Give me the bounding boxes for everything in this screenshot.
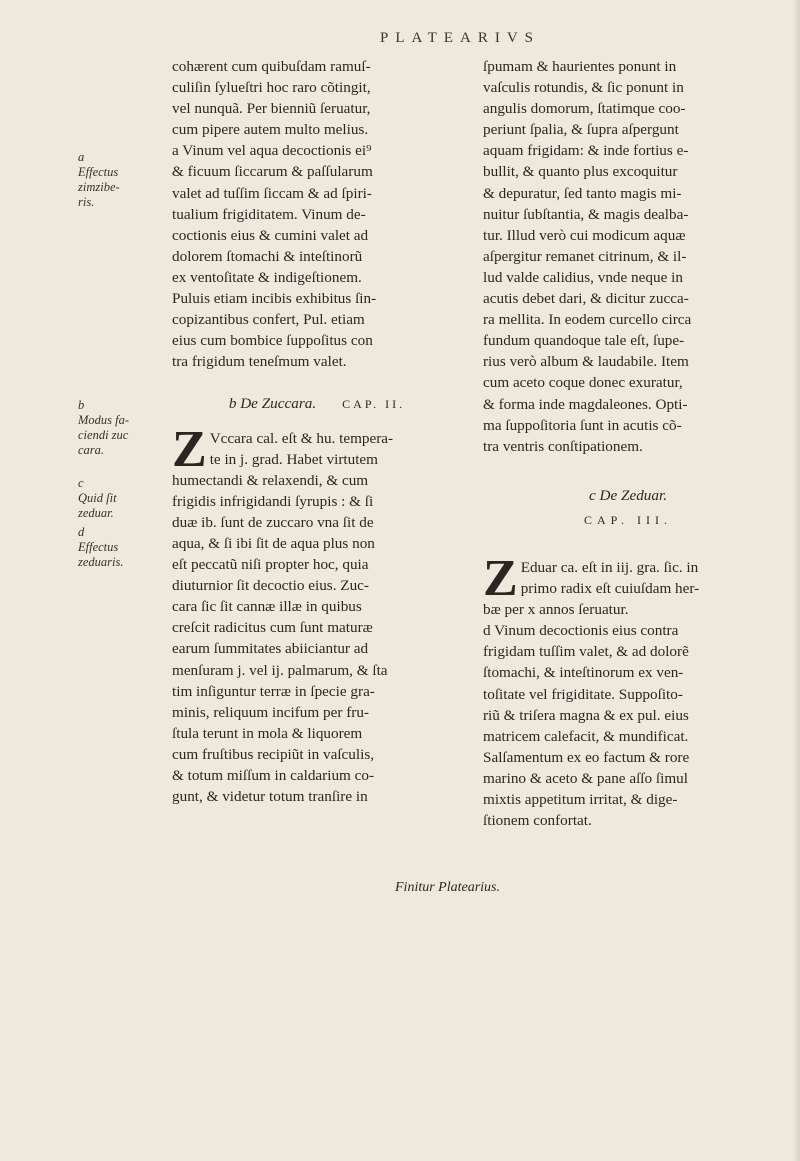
text-line: tra ventris conſtipationem. <box>483 437 643 455</box>
text-line: ſtula terunt in mola & liquorem <box>172 724 363 742</box>
text-line: & totum miſſum in caldarium co- <box>172 767 375 784</box>
text-line: eſt peccatũ niſi propter hoc, quia <box>172 556 369 574</box>
text-line: minis, reliquum incifum per fru- <box>172 703 369 721</box>
text-line: tim inſiguntur terræ in ſpecie gra- <box>172 682 375 700</box>
text-line: aquam frigidam: & inde fortius e- <box>483 142 689 160</box>
margin-note-line: zeduar. <box>78 506 114 520</box>
text-line: ſtomachi, & inteſtinorum ex ven- <box>483 664 684 682</box>
margin-note-b <box>78 398 168 458</box>
text-line: menſuram j. vel ij. palmarum, & ſta <box>172 661 388 679</box>
margin-note-a <box>78 150 168 210</box>
text-line: aſpergitur remanet citrinum, & il- <box>483 247 687 265</box>
text-line: riũ & triſera magna & ex pul. eius <box>483 706 689 724</box>
text-line: & forma inde magdaleones. Opti- <box>483 395 688 413</box>
text-line: ſpumam & haurientes ponunt in <box>483 58 677 75</box>
page-edge <box>792 0 800 1161</box>
section-heading-zuccara <box>172 393 462 415</box>
zeduar-paragraph <box>483 549 773 831</box>
text-line: earum ſummitates abiiciantur ad <box>172 640 369 658</box>
text-line: Puluis etiam incibis exhibitus ſin- <box>172 290 377 308</box>
text-line: marino & aceto & pane aſſo ſimul <box>483 769 688 787</box>
text-line: tur. Illud verò cui modicum aquæ <box>483 226 686 244</box>
chapter-number: CAP. III. <box>583 512 672 527</box>
text-line: fundum quandoque tale eſt, ſupe- <box>483 332 685 350</box>
text-line: rius verò album & laudabile. Item <box>483 353 689 371</box>
section-title: b De Zuccara. <box>228 395 317 413</box>
text-line: eius cum bombice ſuppoſitus con <box>172 332 373 350</box>
drop-cap-initial: Z <box>172 420 207 478</box>
text-line: & depuratur, ſed tanto magis mi- <box>483 184 682 202</box>
text-line: aqua, & ſi ibi ſit de aqua plus non <box>172 534 375 552</box>
text-line: ſtionem confortat. <box>483 812 592 830</box>
text-line: toſitate vel frigiditate. Suppoſito- <box>483 685 683 703</box>
text-line: vaſculis rotundis, & ſic ponunt in <box>483 79 684 97</box>
drop-cap-initial: Z <box>483 549 518 607</box>
text-line: humectandi & relaxendi, & cum <box>172 471 369 489</box>
margin-mark: a <box>78 150 85 164</box>
margin-note-line: zimzibe- <box>78 180 120 194</box>
text-line: ma ſuppoſitoria ſunt in acutis cõ- <box>483 416 682 434</box>
text-line: Vccara cal. eſt & hu. tempera- <box>209 429 394 447</box>
text-line: coctionis eius & cumini valet ad <box>172 226 369 244</box>
text-line: Salſamentum ex eo factum & rore <box>483 748 690 766</box>
text-line: ex ventoſitate & indigeſtionem. <box>172 268 362 286</box>
text-line: nuitur ſubſtantia, & magis dealba- <box>483 205 689 223</box>
margin-note-line: Effectus <box>78 165 119 179</box>
text-line: duæ ib. ſunt de zuccaro vna ſit de <box>172 513 374 531</box>
text-line: copizantibus confert, Pul. etiam <box>172 311 365 329</box>
margin-note-d <box>78 525 168 570</box>
text-line: diuturnior ſit decoctio eius. Zuc- <box>172 577 369 595</box>
text-line: matricem calefacit, & mundificat. <box>483 727 689 745</box>
text-line: Eduar ca. eſt in iij. gra. ſic. in <box>520 558 699 576</box>
text-line: cum pipere autem multo melius. <box>172 121 369 139</box>
right-top-paragraph <box>483 56 773 457</box>
text-line: frigidis infrigidandi ſyrupis : & ſi <box>172 492 374 510</box>
section-heading-zeduar: c De Zeduar. <box>588 486 668 504</box>
text-line: frigidam tuſſim valet, & ad dolorẽ <box>483 643 689 661</box>
text-line: gunt, & videtur totum tranſire in <box>172 788 368 806</box>
running-head: PLATEARIVS <box>380 30 541 46</box>
text-line: primo radix eſt cuiuſdam her- <box>520 580 700 598</box>
zuccara-paragraph <box>172 420 462 808</box>
text-line: ra mellita. In eodem curcello circa <box>483 311 692 329</box>
margin-note-line: ris. <box>78 195 95 209</box>
text-line: bullit, & quanto plus excoquitur <box>483 163 678 181</box>
right-column <box>483 56 773 831</box>
text-line: lud valde calidius, vnde neque in <box>483 268 683 286</box>
text-line: cohærent cum quibuſdam ramuſ- <box>172 58 371 75</box>
margin-note-line: Quid ſit <box>78 491 117 505</box>
text-line: mixtis appetitum irritat, & dige- <box>483 791 678 808</box>
margin-note-line: Modus fa- <box>78 413 130 427</box>
text-line: creſcit radicitus cum ſunt maturæ <box>172 619 373 637</box>
margin-mark: d <box>78 525 85 539</box>
left-column <box>172 56 462 807</box>
left-top-paragraph <box>172 56 462 372</box>
text-line: acutis debet dari, & dicitur zucca- <box>483 290 689 308</box>
text-line: culiſin ſylueſtri hoc raro cõtingit, <box>172 79 371 97</box>
margin-note-line: cara. <box>78 443 105 457</box>
text-line: & ficuum ſiccarum & paſſularum <box>172 163 373 181</box>
text-line: tra frigidum teneſmum valet. <box>172 353 347 371</box>
text-line: cara ſic ſit cannæ illæ in quibus <box>172 598 362 616</box>
text-line: bæ per x annos ſeruatur. <box>483 601 629 619</box>
text-line: angulis domorum, ſtatimque coo- <box>483 100 686 118</box>
text-line: dolorem ſtomachi & inteſtinorũ <box>172 247 363 265</box>
text-line: d Vinum decoctionis eius contra <box>483 622 679 640</box>
text-line: a Vinum vel aqua decoctionis ei⁹ <box>172 142 372 160</box>
margin-mark: c <box>78 476 84 490</box>
margin-note-line: ciendi zuc <box>78 428 129 442</box>
text-line: te in j. grad. Habet virtutem <box>209 450 378 468</box>
text-line: periunt ſpalia, & ſupra aſpergunt <box>483 121 679 139</box>
text-line: vel nunquã. Per bienniũ ſeruatur, <box>172 100 371 118</box>
chapter-number: CAP. II. <box>342 397 406 412</box>
margin-note-line: Effectus <box>78 540 119 554</box>
text-line: valet ad tuſſim ſiccam & ad ſpiri- <box>172 184 372 202</box>
margin-note-line: zeduaris. <box>78 555 124 569</box>
text-line: cum fruſtibus recipiũt in vaſculis, <box>172 745 375 763</box>
margin-note-c <box>78 476 168 521</box>
colophon: Finitur Platearius. <box>395 880 500 895</box>
text-line: cum aceto coque donec exuratur, <box>483 374 683 392</box>
margin-mark: b <box>78 398 85 412</box>
text-line: tualium frigiditatem. Vinum de- <box>172 205 366 223</box>
